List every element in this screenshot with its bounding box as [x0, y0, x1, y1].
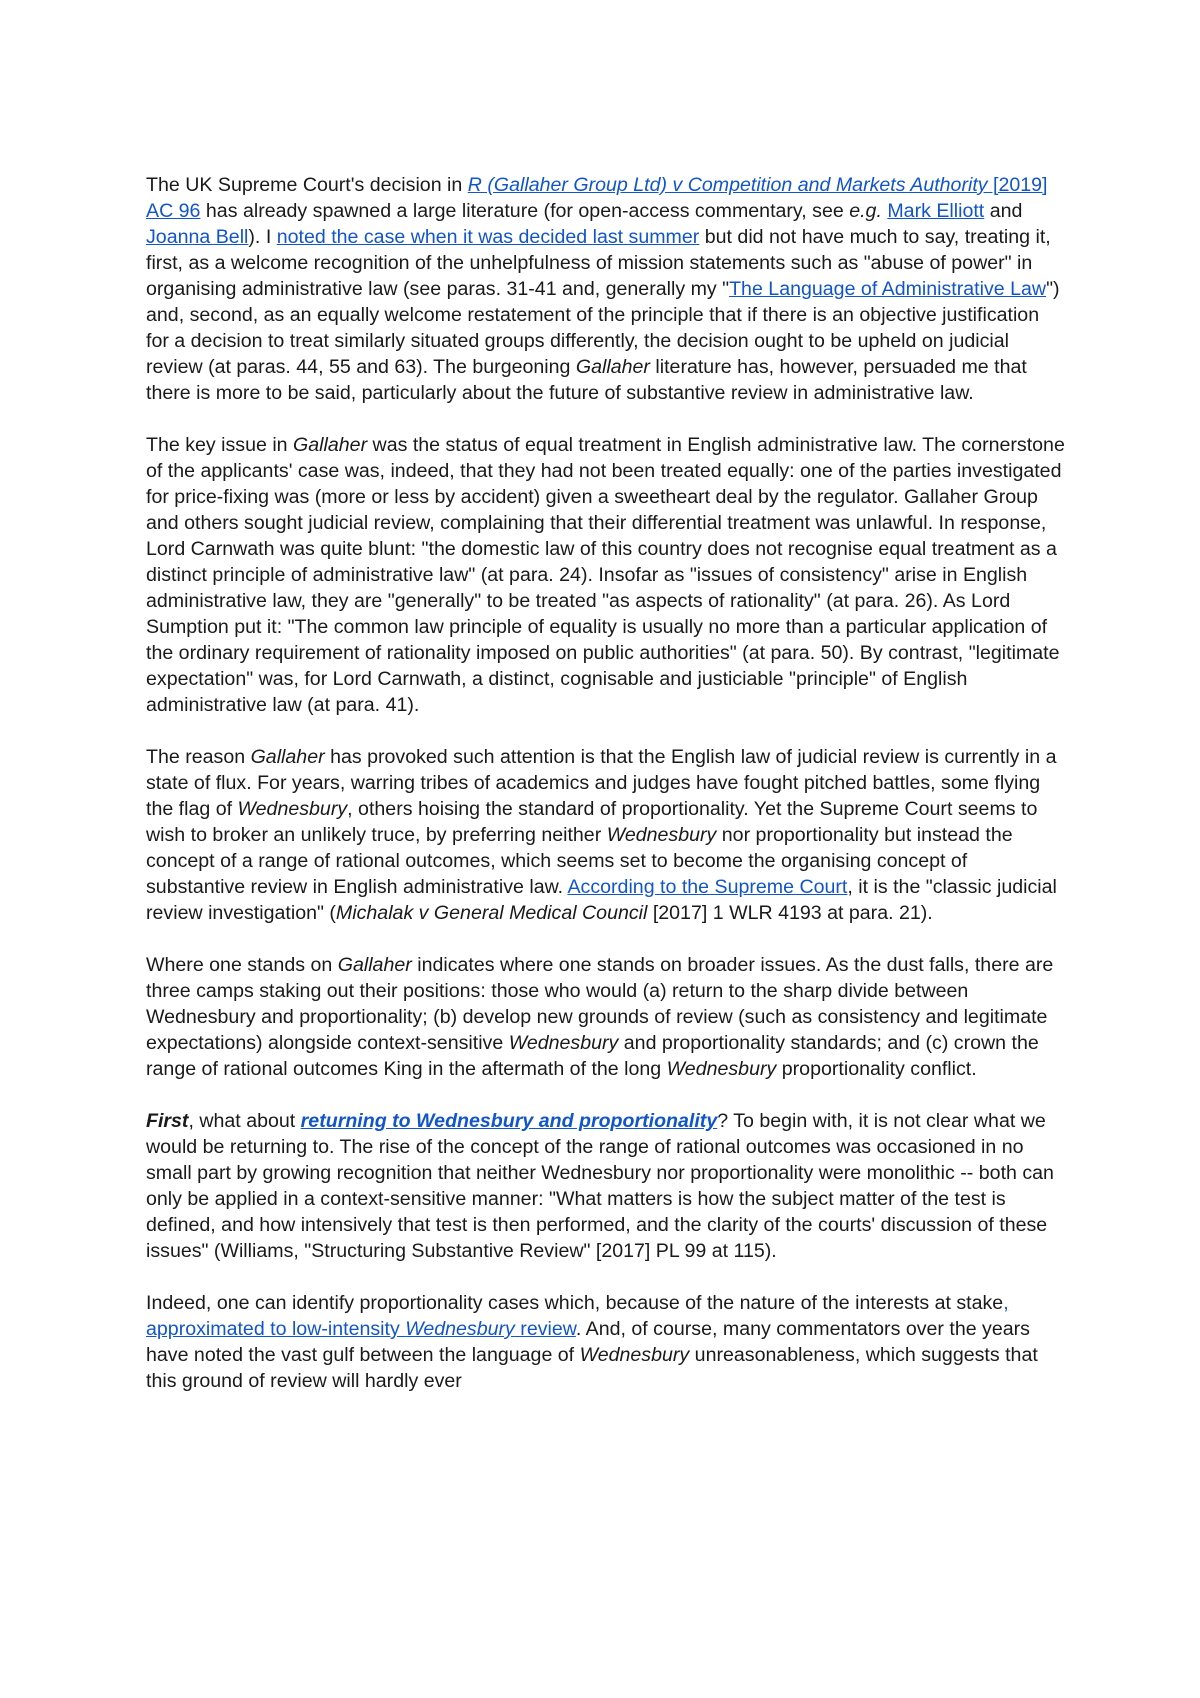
link-joanna-bell[interactable]: Joanna Bell: [146, 226, 249, 248]
document-page: [146, 172, 1066, 1420]
link-returning-to-wednesbury[interactable]: returning to Wednesbury and proportionality: [300, 1110, 718, 1132]
text: has already spawned a large literature (for open-access commentary, see: [200, 200, 850, 222]
link-according-to-supreme-court[interactable]: According to the Supreme Court: [567, 876, 848, 898]
paragraph-indeed: Indeed, one can identify proportionality cases which, because of the nature of the interests at stake, approximated to low-intensity Wednesbury review. And, of course, many commentators over the years have noted the vast gulf between the language of Wednesbury unreasonableness, which suggests that this ground of review will hardly ever: [146, 1292, 1038, 1392]
paragraph-intro: The UK Supreme Court's decision in R (Gallaher Group Ltd) v Competition and Markets Authority [2019] AC 96 has already spawned a large literature (for open-access commentary, see e.g. Mark Elliott and Joanna Bell). I noted the case when it was decided last summer but did not have much to say, treating it, first, as a welcome recognition of the unhelpfulness of mission statements such as "abuse of power" in organising administrative law (see paras. 31-41 and, generally my "The Language of Administrative Law") and, second, as an equally welcome restatement of the principle that if there is an objective justification for a decision to treat similarly situated groups differently, the decision ought to be upheld on judicial review (at paras. 44, 55 and 63). The burgeoning Gallaher literature has, however, persuaded me that there is more to be said, particularly about the future of substantive review in administrative law.: [146, 174, 1060, 404]
paragraph-first: First, what about returning to Wednesbury and proportionality? To begin with, it is not clear what we would be returning to. The rise of the concept of the range of rational outcomes was occasioned in no small part by growing recognition that neither Wednesbury nor proportionality were monolithic -- both can only be applied in a context-sensitive manner: "What matters is how the subject matter of the test is defined, and how intensively that test is then performed, and the clarity of the courts' discussion of these issues" (Williams, "Structuring Substantive Review" [2017] PL 99 at 115).: [146, 1110, 1054, 1262]
link-low-intensity-wednesbury[interactable]: , approximated to low-intensity Wednesbury review: [146, 1292, 1009, 1340]
paragraph-key-issue: The key issue in Gallaher was the status of equal treatment in English administrative law. The cornerstone of the applicants' case was, indeed, that they had not been treated equally: one of the parties investigated for price-fixing was (more or less by accident) given a sweetheart deal by the regulator. Gallaher Group and others sought judicial review, complaining that their differential treatment was unlawful. In response, Lord Carnwath was quite blunt: "the domestic law of this country does not recognise equal treatment as a distinct principle of administrative law" (at para. 24). Insofar as "issues of consistency" arise in English administrative law, they are "generally" to be treated "as aspects of rationality" (at para. 26). As Lord Sumption put it: "The common law principle of equality is usually no more than a particular application of the ordinary requirement of rationality imposed on public authorities" (at para. 50). By contrast, "legitimate expectation" was, for Lord Carnwath, a distinct, cognisable and justiciable "principle" of English administrative law (at para. 41).: [146, 434, 1065, 716]
text: The UK Supreme Court's decision in: [146, 174, 468, 196]
paragraph-reason: The reason Gallaher has provoked such attention is that the English law of judicial review is currently in a state of flux. For years, warring tribes of academics and judges have fought pitched battles, some flying the flag of Wednesbury, others hoising the standard of proportionality. Yet the Supreme Court seems to wish to broker an unlikely truce, by preferring neither Wednesbury nor proportionality but instead the concept of a range of rational outcomes, which seems set to become the organising concept of substantive review in English administrative law. According to the Supreme Court, it is the "classic judicial review investigation" (Michalak v General Medical Council [2017] 1 WLR 4193 at para. 21).: [146, 746, 1057, 924]
link-language-of-administrative-law[interactable]: The Language of Administrative Law: [729, 278, 1047, 300]
paragraph-camps: Where one stands on Gallaher indicates where one stands on broader issues. As the dust falls, there are three camps staking out their positions: those who would (a) return to the sharp divide between Wednesbury and proportionality; (b) develop new grounds of review (such as consistency and legitimate expectations) alongside context-sensitive Wednesbury and proportionality standards; and (c) crown the range of rational outcomes King in the aftermath of the long Wednesbury proportionality conflict.: [146, 954, 1054, 1080]
text-italic: e.g.: [849, 200, 882, 222]
heading-first: First: [146, 1110, 189, 1132]
link-mark-elliott[interactable]: Mark Elliott: [887, 200, 985, 222]
link-noted-case[interactable]: noted the case when it was decided last summer: [276, 226, 700, 248]
link-gallaher-case[interactable]: R (Gallaher Group Ltd) v Competition and Markets Authority [2019] AC 96: [146, 174, 1048, 222]
